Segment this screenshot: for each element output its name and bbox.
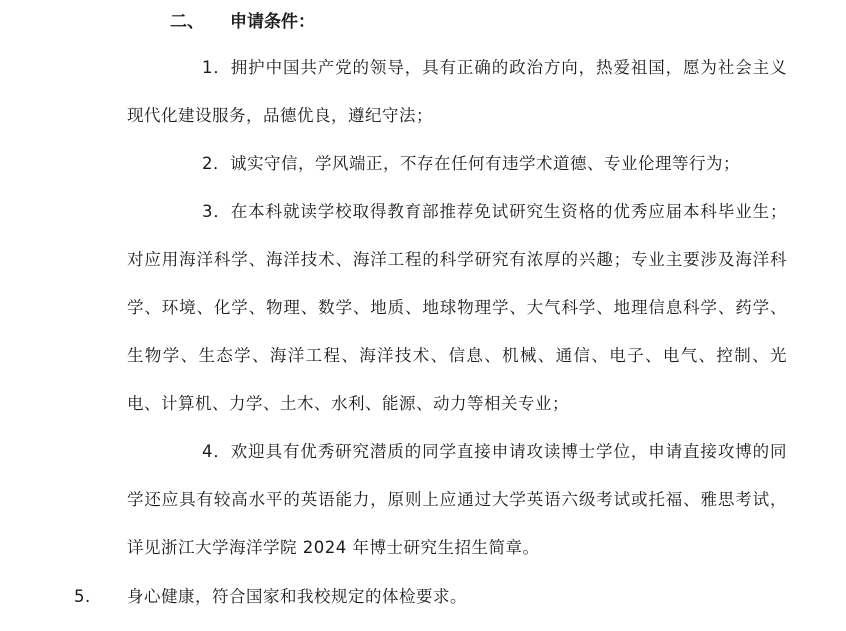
item-text: 身心健康，符合国家和我校规定的体检要求。 [127, 587, 467, 606]
section-title: 申请条件： [230, 12, 315, 32]
section-heading [170, 7, 315, 32]
requirement-item-5 [74, 582, 467, 612]
requirement-paragraph-1: 1．拥护中国共产党的领导，具有正确的政治方向，热爱祖国，愿为社会主义现代化建设服务，品德优良，遵纪守法； [127, 58, 787, 125]
section-number: 二、 [170, 12, 204, 32]
requirement-paragraph-2: 2．诚实守信，学风端正，不存在任何有违学术道德、专业伦理等行为； [202, 154, 740, 173]
requirement-paragraph-3: 3．在本科就读学校取得教育部推荐免试研究生资格的优秀应届本科毕业生；对应用海洋科学、海洋技术、海洋工程的科学研究有浓厚的兴趣；专业主要涉及海洋科学、环境、化学、物理、数学、地质、地球物理学、大气科学、地理信息科学、药学、生物学、生态学、海洋工程、海洋技术、信息、机械、通信、电子、电气、控制、光电、计算机、力学、土木、水利、能源、动力等相关专业； [127, 202, 787, 413]
requirement-paragraph-4: 4．欢迎具有优秀研究潜质的同学直接申请攻读博士学位，申请直接攻博的同学还应具有较高水平的英语能力，原则上应通过大学英语六级考试或托福、雅思考试，详见浙江大学海洋学院 2024 年博士研究生招生简章。 [127, 442, 787, 557]
item-number: 5. [74, 587, 91, 606]
